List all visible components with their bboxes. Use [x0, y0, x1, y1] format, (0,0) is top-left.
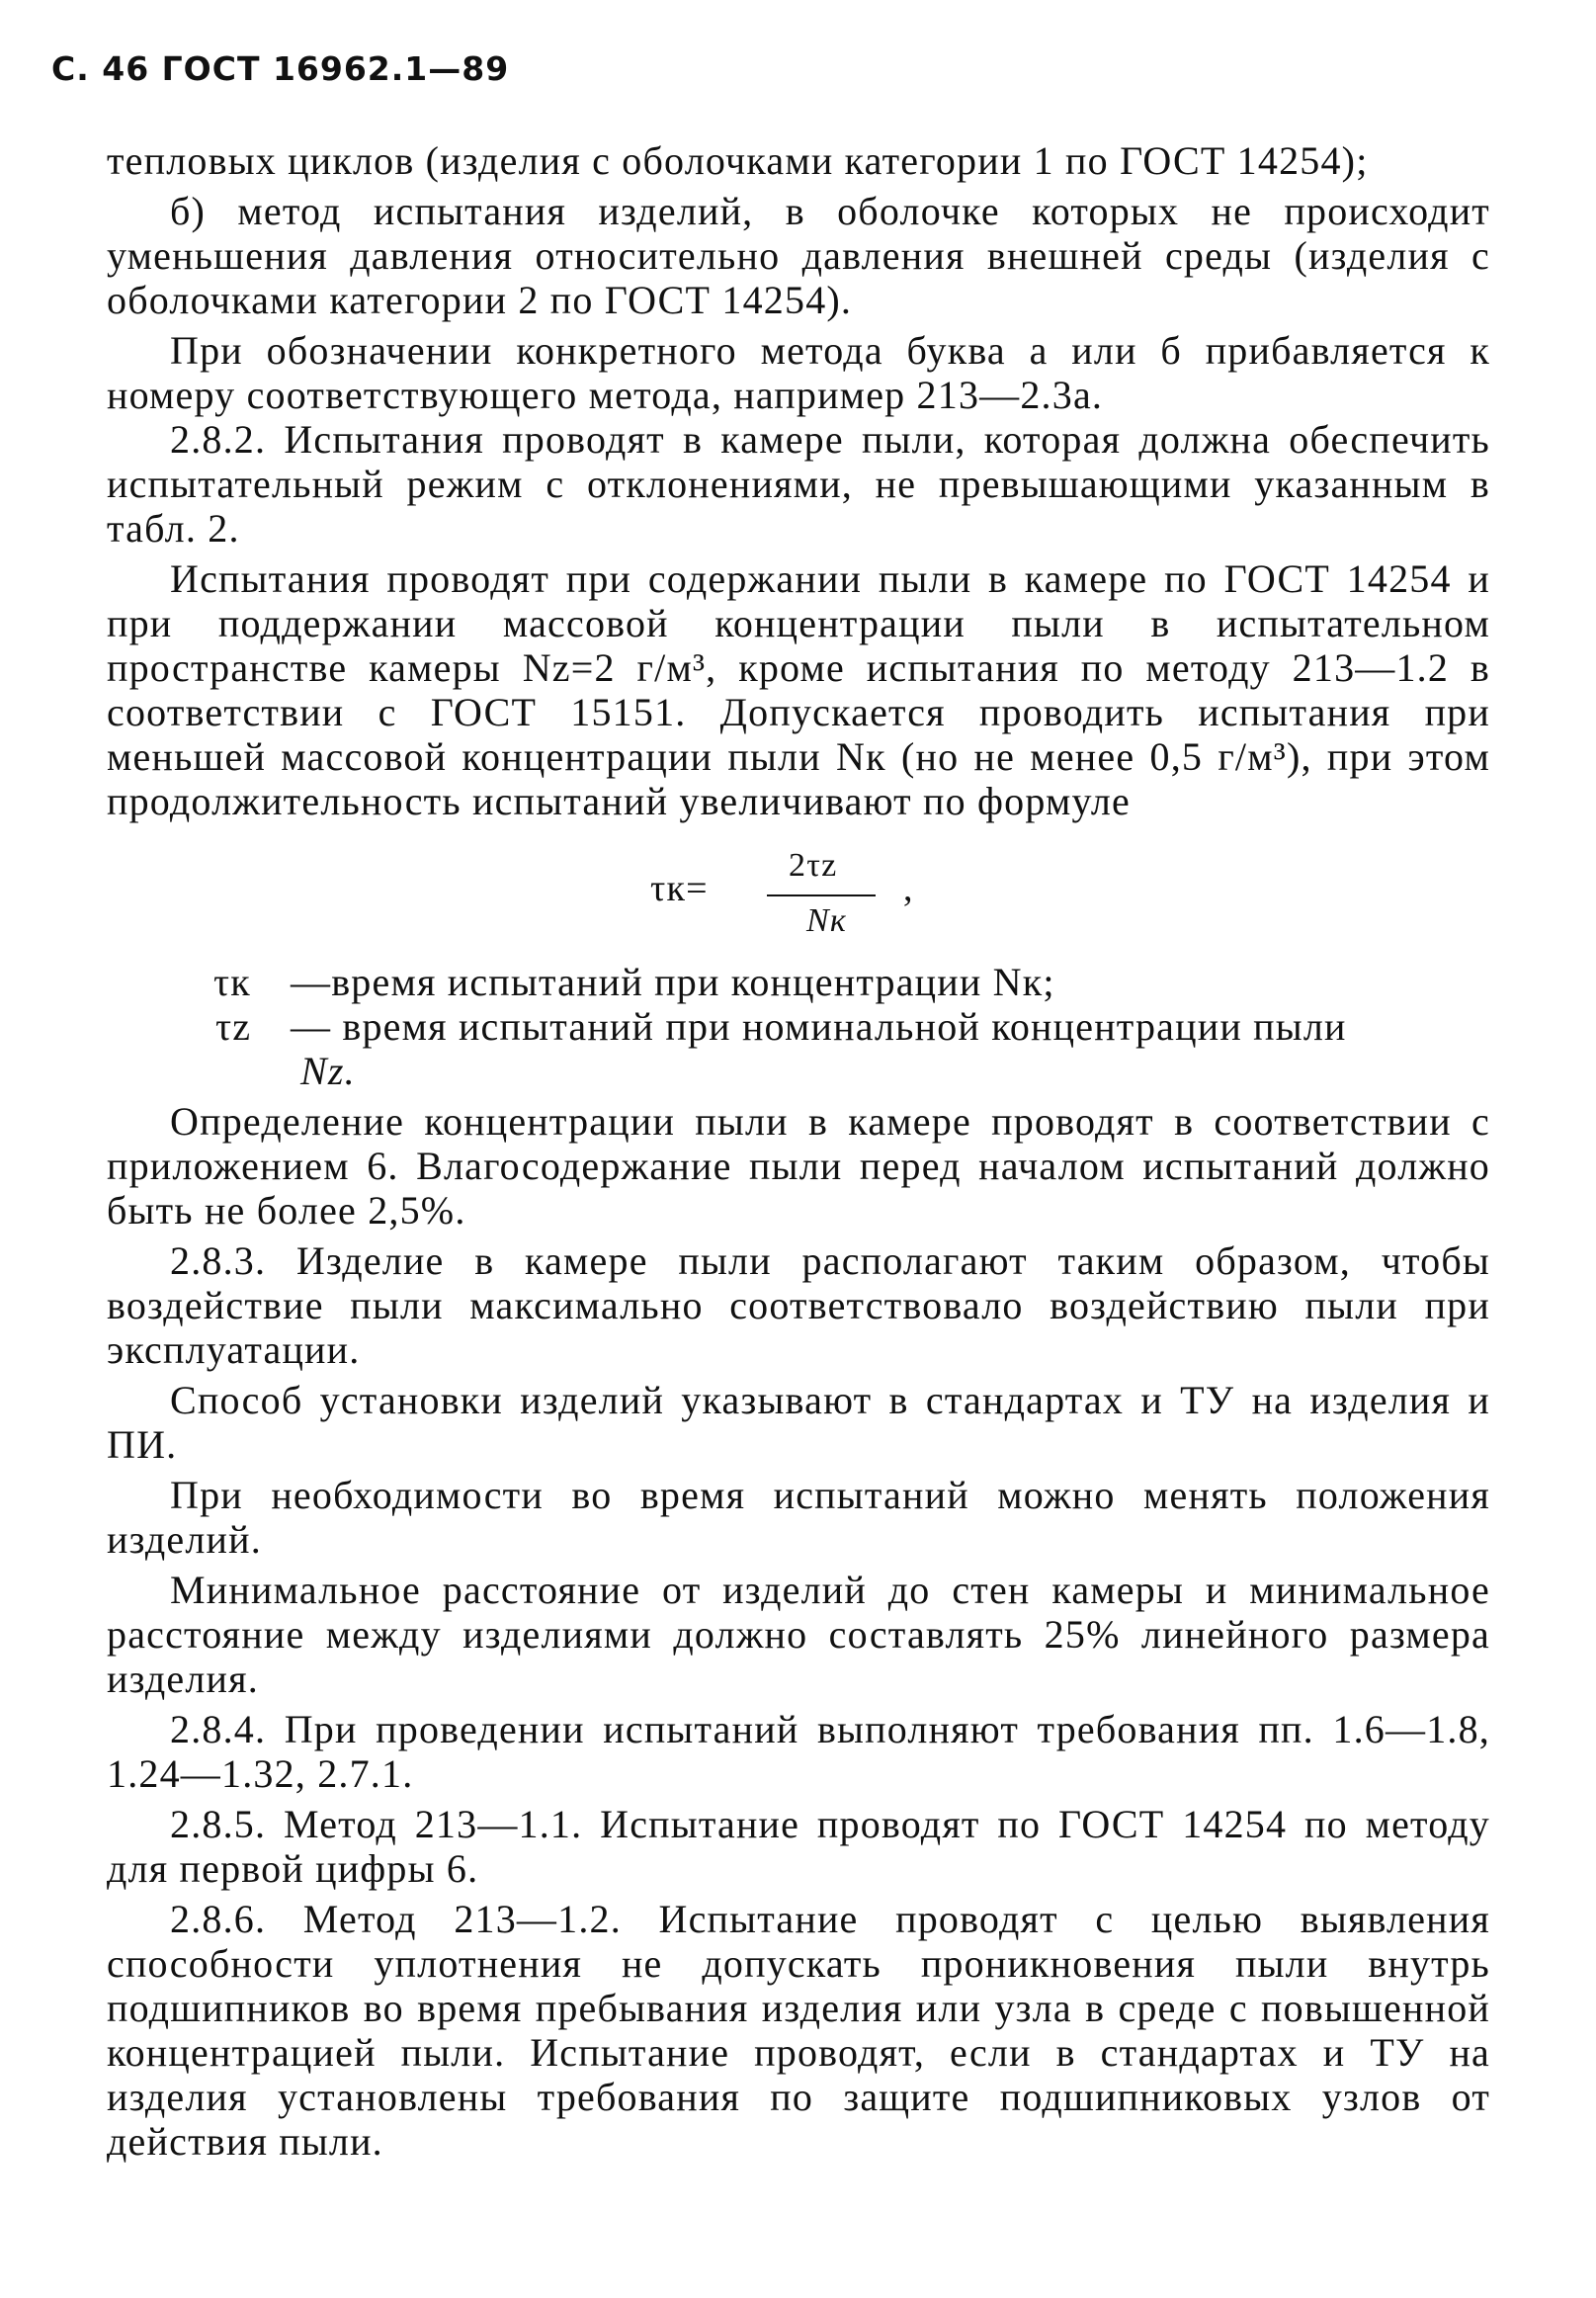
paragraph: б) метод испытания изделий, в оболочке которых не происходит уменьшения давления относительно давления внешней среды (изделия с оболочками категории 2 по ГОСТ 14254). — [107, 189, 1490, 322]
paragraph: 2.8.5. Метод 213—1.1. Испытание проводят по ГОСТ 14254 по методу для первой цифры 6. — [107, 1802, 1490, 1891]
fraction-bar — [767, 894, 876, 896]
formula-block — [107, 841, 1490, 950]
paragraph: Определение концентрации пыли в камере проводят в соответствии с приложением 6. Влагосодержание пыли перед началом испытаний должно быть не более 2,5%. — [107, 1099, 1490, 1233]
legend-row — [107, 1004, 1490, 1093]
paragraph: 2.8.2. Испытания проводят в камере пыли, которая должна обеспечить испытательный режим с отклонениями, не превышающими указанным в табл. 2. — [107, 417, 1490, 551]
formula-denominator: Nк — [806, 902, 847, 939]
paragraph: Минимальное расстояние от изделий до стен камеры и минимальное расстояние между изделиями должно составлять 25% линейного размера изделия. — [107, 1568, 1490, 1701]
legend-row — [107, 960, 1490, 1004]
running-head: С. 46 ГОСТ 16962.1—89 — [51, 49, 510, 88]
paragraph: 2.8.4. При проведении испытаний выполняют требования пп. 1.6—1.8, 1.24—1.32, 2.7.1. — [107, 1707, 1490, 1796]
paragraph: 2.8.3. Изделие в камере пыли располагают таким образом, чтобы воздействие пыли максимально соответствовало воздействию пыли при эксплуатации. — [107, 1238, 1490, 1372]
formula-lhs: τк= — [650, 868, 709, 909]
legend-text-continued: Nz. — [300, 1049, 356, 1093]
paragraph: Испытания проводят при содержании пыли в камере по ГОСТ 14254 и при поддержании массовой концентрации пыли в испытательном пространстве камеры Nz=2 г/м³, кроме испытания по методу 213—1.2 в соответствии с ГОСТ 15151. Допускается проводить испытания при меньшей массовой концентрации пыли Nк (но не менее 0,5 г/м³), при этом продолжительность испытаний увеличивают по формуле — [107, 556, 1490, 823]
paragraph: Способ установки изделий указывают в стандартах и ТУ на изделия и ПИ. — [107, 1378, 1490, 1467]
document-body — [107, 138, 1490, 2164]
paragraph: При обозначении конкретного метода буква а или б прибавляется к номеру соответствующего метода, например 213—2.3а. — [107, 328, 1490, 417]
paragraph: 2.8.6. Метод 213—1.2. Испытание проводят с целью выявления способности уплотнения не допускать проникновения пыли внутрь подшипников во время пребывания изделия или узла в среде с повышенной концентрацией пыли. Испытание проводят, если в стандартах и ТУ на изделия установлены требования по защите подшипниковых узлов от действия пыли. — [107, 1897, 1490, 2164]
formula-legend — [107, 960, 1490, 1093]
paragraph: тепловых циклов (изделия с оболочками категории 1 по ГОСТ 14254); — [107, 138, 1369, 183]
legend-symbol: τz — [215, 1004, 252, 1049]
legend-text: —время испытаний при концентрации Nк; — [291, 960, 1055, 1004]
formula-numerator: 2τz — [789, 847, 838, 884]
paragraph: При необходимости во время испытаний можно менять положения изделий. — [107, 1473, 1490, 1562]
formula — [650, 841, 947, 940]
formula-trailing: , — [903, 868, 914, 909]
legend-text: — время испытаний при номинальной концентрации пыли — [291, 1004, 1347, 1049]
legend-symbol: τк — [213, 960, 251, 1004]
